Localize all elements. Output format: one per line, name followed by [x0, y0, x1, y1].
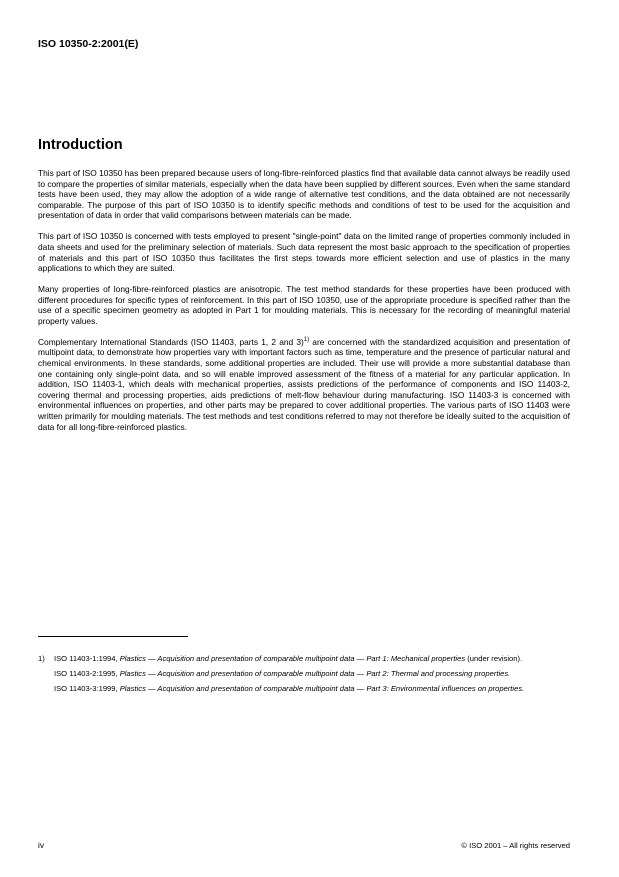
document-id-header: ISO 10350-2:2001(E) [38, 38, 139, 50]
copyright-notice: © ISO 2001 – All rights reserved [461, 841, 570, 850]
paragraph-4-after: are concerned with the standardized acquisition and presentation of multipoint data, to demonstrate how properties vary with important factors such as time, temperature and the presence of particular natural and chemical environments. In these standards, some additional properties are included. Their use will provide a more substantial database than one containing only single-point data, and so will enable improved assessment of the fitness of a material for any particular application. In addition, ISO 11403-1, which deals with mechanical properties, assists predictions of the performance of components and ISO 11403-2, covering thermal and processing properties, aids predictions of melt-flow behaviour during manufacturing. ISO 11403-3 is concerned with environmental influences on properties, and other parts may be prepared to cover additional properties. The various parts of ISO 11403 were written primarily for moulding materials. The test methods and test conditions referred to may not therefore be ideally suited to the acquisition of data for all long-fibre-reinforced plastics. [38, 336, 570, 432]
section-title: Introduction [38, 137, 123, 153]
page-number: iv [38, 840, 45, 850]
paragraph-3: Many properties of long-fibre-reinforced plastics are anisotropic. The test method standards for these properties have been produced with different procedures for specific types of reinforcement. In this part of ISO 10350, use of the appropriate procedure is specified rather than the use of a specific specimen geometry as adopted in Part 1 for moulding materials. This is necessary for the recording of meaningful material property values. [38, 284, 570, 326]
footnote-ref: ISO 11403-2:1995, [54, 668, 120, 678]
footnote-item [38, 669, 570, 679]
footnote-title: Plastics — Acquisition and presentation of comparable multipoint data — Part 3: Environmental influences on properties. [119, 683, 525, 693]
footnote-reference[interactable]: 1) [303, 337, 310, 344]
paragraph-4-before: Complementary International Standards (ISO 11403, parts 1, 2 and 3) [38, 336, 304, 347]
footnote-title: Plastics — Acquisition and presentation of comparable multipoint data — Part 2: Thermal and processing properties. [119, 668, 511, 678]
footnote-title: Plastics — Acquisition and presentation of comparable multipoint data — Part 1: Mechanical properties [119, 654, 466, 663]
paragraph-1: This part of ISO 10350 has been prepared because users of long-fibre-reinforced plastics find that available data cannot always be readily used to compare the properties of similar materials, especially when the data have been supplied by different sources. Even when the same standard tests have been used, they may allow the adoption of a wide range of alternative test conditions, and the data obtained are not necessarily comparable. The purpose of this part of ISO 10350 is to identify specific methods and conditions of test to be used for the acquisition and presentation of data in order that valid comparisons between materials can be made. [38, 168, 570, 221]
footnote-ref: ISO 11403-3:1999, [54, 683, 120, 693]
footnote-marker: 1) [38, 654, 45, 663]
introduction-body [38, 168, 570, 443]
footnotes [38, 654, 570, 698]
footnote-item [38, 654, 570, 664]
paragraph-2: This part of ISO 10350 is concerned with tests employed to present "single-point" data on the limited range of properties commonly included in data sheets and used for the preliminary selection of materials. Such data represent the most basic approach to the specification of properties of materials and this part of ISO 10350 thus facilitates the first steps towards more efficient selection and use of plastics in the many applications to which they are suited. [38, 231, 570, 274]
footnote-note: (under revision). [465, 654, 523, 663]
paragraph-4 [38, 337, 570, 432]
footnote-item [38, 684, 570, 694]
footnote-separator [38, 636, 188, 637]
footnote-ref: ISO 11403-1:1994, [54, 654, 120, 663]
